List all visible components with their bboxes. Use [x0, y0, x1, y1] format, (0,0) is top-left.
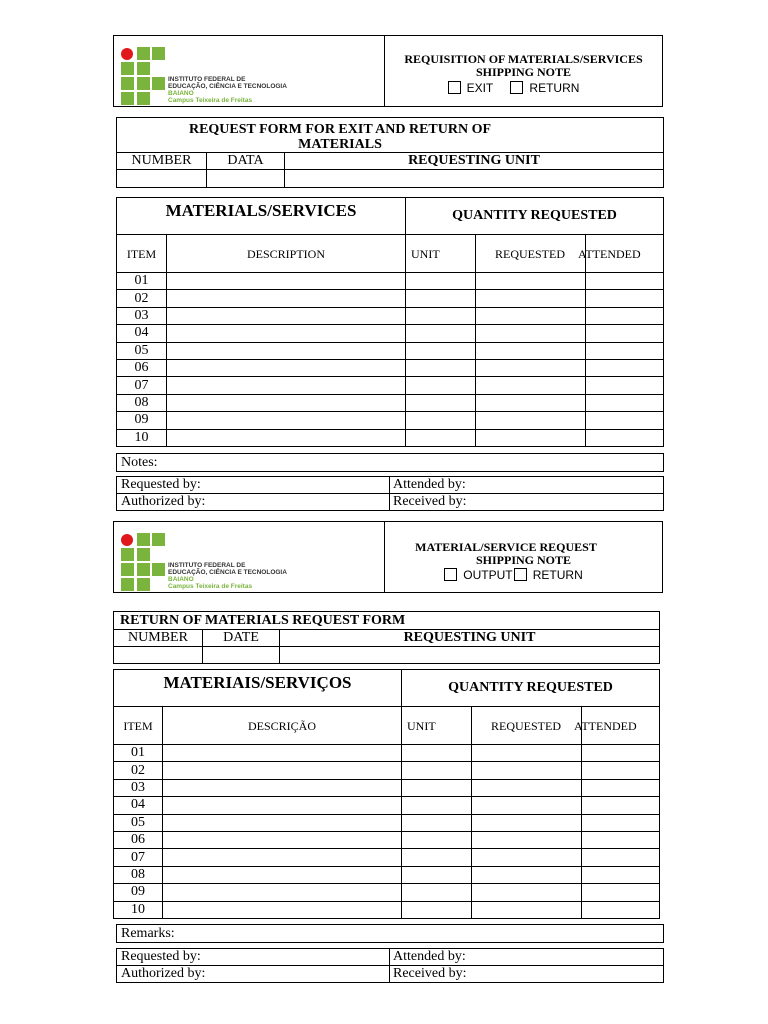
requested-qty-cell[interactable] — [472, 779, 582, 796]
requested-qty-cell[interactable] — [476, 273, 586, 290]
form1-requesting-unit-field[interactable] — [285, 170, 664, 188]
item-number-cell: 04 — [117, 325, 167, 342]
item-number-cell: 10 — [117, 429, 167, 446]
requested-qty-cell[interactable] — [476, 359, 586, 376]
table-row — [117, 359, 664, 376]
form2-signatures-table — [116, 948, 664, 983]
item-number-cell: 09 — [117, 412, 167, 429]
unit-cell[interactable] — [402, 884, 472, 901]
requested-qty-cell[interactable] — [476, 394, 586, 411]
form2-unit-header: UNIT — [402, 707, 472, 745]
unit-cell[interactable] — [406, 377, 476, 394]
form2-materials-table — [113, 669, 660, 919]
item-number-cell: 01 — [117, 273, 167, 290]
form1-attended-by[interactable]: Attended by: — [390, 477, 664, 494]
form1-notes-box[interactable] — [116, 453, 664, 472]
description-cell[interactable] — [167, 429, 406, 446]
institution-logo — [114, 522, 385, 592]
description-cell[interactable] — [163, 884, 402, 901]
form1-request-info-table — [116, 117, 664, 188]
attended-qty-cell[interactable] — [586, 273, 664, 290]
item-number-cell: 08 — [114, 866, 163, 883]
unit-cell[interactable] — [402, 814, 472, 831]
description-cell[interactable] — [163, 745, 402, 762]
form2-number-field[interactable] — [114, 647, 203, 664]
item-number-cell: 02 — [114, 762, 163, 779]
exit-checkbox-label: EXIT — [466, 81, 494, 95]
table-row — [114, 866, 660, 883]
form1-requested-by[interactable]: Requested by: — [117, 477, 390, 494]
logo-square — [137, 77, 150, 90]
attended-qty-cell[interactable] — [582, 762, 660, 779]
requested-qty-cell[interactable] — [472, 884, 582, 901]
table-row — [117, 412, 664, 429]
unit-cell[interactable] — [406, 342, 476, 359]
form1-authorized-by[interactable]: Authorized by: — [117, 494, 390, 511]
attended-qty-cell[interactable] — [586, 394, 664, 411]
form1-requesting-unit-header: REQUESTING UNIT — [285, 153, 664, 170]
description-cell[interactable] — [163, 831, 402, 848]
item-number-cell: 01 — [114, 745, 163, 762]
form1-materials-table — [116, 197, 664, 447]
item-number-cell: 06 — [114, 831, 163, 848]
unit-cell[interactable] — [406, 307, 476, 324]
item-number-cell: 05 — [114, 814, 163, 831]
form1-header-title-block — [385, 36, 662, 106]
return-checkbox-label: RETURN — [532, 568, 583, 582]
table-row — [114, 745, 660, 762]
form1-header-box — [113, 35, 663, 107]
logo-square — [137, 578, 150, 591]
output-checkbox[interactable] — [444, 568, 457, 581]
logo-square — [152, 77, 165, 90]
table-row — [117, 307, 664, 324]
form2-section-title: MATERIAIS/SERVIÇOS — [114, 670, 402, 707]
requested-qty-cell[interactable] — [476, 342, 586, 359]
form1-header-subtitle: SHIPPING NOTE — [475, 65, 571, 79]
attended-qty-cell[interactable] — [582, 866, 660, 883]
description-cell[interactable] — [163, 901, 402, 918]
logo-graphic — [118, 530, 380, 594]
description-cell[interactable] — [167, 325, 406, 342]
logo-text-line2: EDUCAÇÃO, CIÊNCIA E TECNOLOGIA — [168, 83, 287, 90]
table-row — [114, 831, 660, 848]
form1-attended-header: ATTENDED — [586, 235, 664, 273]
description-cell[interactable] — [167, 342, 406, 359]
logo-square — [137, 563, 150, 576]
item-number-cell: 06 — [117, 359, 167, 376]
logo-square — [121, 548, 134, 561]
form1-section-title: MATERIALS/SERVICES — [117, 198, 406, 235]
output-checkbox-label: OUTPUT — [463, 568, 513, 582]
table-row — [117, 377, 664, 394]
description-cell[interactable] — [163, 797, 402, 814]
logo-text-line2: EDUCAÇÃO, CIÊNCIA E TECNOLOGIA — [168, 569, 287, 576]
attended-qty-cell[interactable] — [586, 359, 664, 376]
form1-requested-header: REQUESTED — [476, 235, 586, 273]
requested-qty-cell[interactable] — [472, 814, 582, 831]
item-number-cell: 09 — [114, 884, 163, 901]
unit-cell[interactable] — [406, 359, 476, 376]
description-cell[interactable] — [163, 779, 402, 796]
form2-requested-by[interactable]: Requested by: — [117, 949, 390, 966]
unit-cell[interactable] — [402, 866, 472, 883]
attended-qty-cell[interactable] — [582, 814, 660, 831]
form1-item-rows — [117, 273, 664, 447]
description-cell[interactable] — [167, 307, 406, 324]
unit-cell[interactable] — [402, 745, 472, 762]
institution-logo — [114, 36, 385, 106]
table-row — [117, 342, 664, 359]
logo-square — [121, 578, 134, 591]
item-number-cell: 08 — [117, 394, 167, 411]
form2-item-rows — [114, 745, 660, 919]
description-cell[interactable] — [163, 762, 402, 779]
requested-qty-cell[interactable] — [476, 429, 586, 446]
description-cell[interactable] — [167, 377, 406, 394]
logo-text-line4: Campus Teixeira de Freitas — [168, 97, 253, 104]
description-cell[interactable] — [167, 394, 406, 411]
description-cell[interactable] — [167, 290, 406, 307]
requested-qty-cell[interactable] — [476, 412, 586, 429]
attended-qty-cell[interactable] — [582, 901, 660, 918]
logo-square — [137, 533, 150, 546]
unit-cell[interactable] — [406, 412, 476, 429]
logo-square — [137, 47, 150, 60]
attended-qty-cell[interactable] — [586, 307, 664, 324]
item-number-cell: 03 — [117, 307, 167, 324]
item-number-cell: 10 — [114, 901, 163, 918]
description-cell[interactable] — [167, 412, 406, 429]
unit-cell[interactable] — [402, 797, 472, 814]
requested-qty-cell[interactable] — [476, 377, 586, 394]
logo-square — [152, 533, 165, 546]
description-cell[interactable] — [163, 814, 402, 831]
form2-header-subtitle: SHIPPING NOTE — [475, 553, 571, 567]
form1-title-line1: REQUEST FORM FOR EXIT AND RETURN OF — [188, 121, 492, 137]
table-row — [114, 797, 660, 814]
attended-qty-cell[interactable] — [582, 849, 660, 866]
form2-requested-header: REQUESTED — [472, 707, 582, 745]
description-cell[interactable] — [167, 359, 406, 376]
form2-item-header: ITEM — [114, 707, 163, 745]
return-checkbox[interactable] — [510, 81, 523, 94]
description-cell[interactable] — [163, 849, 402, 866]
requested-qty-cell[interactable] — [476, 290, 586, 307]
unit-cell[interactable] — [406, 325, 476, 342]
form1-received-by[interactable]: Received by: — [390, 494, 664, 511]
requested-qty-cell[interactable] — [472, 797, 582, 814]
requested-qty-cell[interactable] — [472, 745, 582, 762]
logo-square — [137, 62, 150, 75]
exit-checkbox[interactable] — [448, 81, 461, 94]
form2-date-header: DATE — [203, 630, 280, 647]
logo-text-line3: BAIANO — [168, 90, 194, 97]
requested-qty-cell[interactable] — [476, 325, 586, 342]
description-cell[interactable] — [163, 866, 402, 883]
unit-cell[interactable] — [406, 290, 476, 307]
form2-remarks-label: Remarks: — [121, 926, 175, 941]
form2-number-header: NUMBER — [114, 630, 203, 647]
table-row — [117, 325, 664, 342]
requested-qty-cell[interactable] — [472, 866, 582, 883]
form1-header-title: REQUISITION OF MATERIALS/SERVICES — [404, 52, 643, 66]
form2-remarks-box[interactable] — [116, 924, 664, 943]
description-cell[interactable] — [167, 273, 406, 290]
form2-attended-by[interactable]: Attended by: — [390, 949, 664, 966]
item-number-cell: 03 — [114, 779, 163, 796]
logo-red-dot — [121, 534, 133, 546]
item-number-cell: 04 — [114, 797, 163, 814]
unit-cell[interactable] — [406, 429, 476, 446]
form2-requesting-unit-header: REQUESTING UNIT — [280, 630, 660, 647]
form2-quantity-title: QUANTITY REQUESTED — [402, 670, 660, 707]
unit-cell[interactable] — [402, 849, 472, 866]
attended-qty-cell[interactable] — [586, 342, 664, 359]
attended-qty-cell[interactable] — [582, 797, 660, 814]
form1-quantity-title: QUANTITY REQUESTED — [406, 198, 664, 235]
logo-text-line1: INSTITUTO FEDERAL DE — [168, 562, 246, 569]
table-row — [114, 814, 660, 831]
item-number-cell: 07 — [117, 377, 167, 394]
attended-qty-cell[interactable] — [586, 290, 664, 307]
form2-description-header: DESCRIÇÃO — [163, 707, 402, 745]
item-number-cell: 02 — [117, 290, 167, 307]
unit-cell[interactable] — [402, 779, 472, 796]
logo-text-line1: INSTITUTO FEDERAL DE — [168, 76, 246, 83]
table-row — [117, 273, 664, 290]
logo-square — [121, 563, 134, 576]
form1-number-field[interactable] — [117, 170, 207, 188]
form1-item-header: ITEM — [117, 235, 167, 273]
form2-received-by[interactable]: Received by: — [390, 966, 664, 983]
logo-graphic — [118, 44, 380, 108]
unit-cell[interactable] — [402, 762, 472, 779]
logo-square — [137, 92, 150, 105]
table-row — [114, 762, 660, 779]
form1-unit-header: UNIT — [406, 235, 476, 273]
return-checkbox-label: RETURN — [529, 81, 580, 95]
requested-qty-cell[interactable] — [472, 762, 582, 779]
table-row — [117, 429, 664, 446]
table-row — [114, 901, 660, 918]
logo-red-dot — [121, 48, 133, 60]
return-checkbox[interactable] — [514, 568, 527, 581]
table-row — [114, 849, 660, 866]
attended-qty-cell[interactable] — [586, 325, 664, 342]
form1-date-field[interactable] — [207, 170, 285, 188]
attended-qty-cell[interactable] — [582, 884, 660, 901]
form2-date-field[interactable] — [203, 647, 280, 664]
form2-header-box — [113, 521, 663, 593]
attended-qty-cell[interactable] — [586, 412, 664, 429]
unit-cell[interactable] — [406, 394, 476, 411]
attended-qty-cell[interactable] — [586, 377, 664, 394]
logo-square — [152, 47, 165, 60]
item-number-cell: 07 — [114, 849, 163, 866]
form1-notes-label: Notes: — [121, 455, 158, 470]
form1-signatures-table — [116, 476, 664, 511]
requested-qty-cell[interactable] — [472, 831, 582, 848]
unit-cell[interactable] — [402, 901, 472, 918]
logo-text-line3: BAIANO — [168, 576, 194, 583]
form1-description-header: DESCRIPTION — [167, 235, 406, 273]
requested-qty-cell[interactable] — [476, 307, 586, 324]
attended-qty-cell[interactable] — [586, 429, 664, 446]
form1-title-line2: MATERIALS — [298, 136, 382, 152]
form2-header-title: MATERIAL/SERVICE REQUEST — [415, 540, 597, 554]
form2-title: RETURN OF MATERIALS REQUEST FORM — [114, 612, 660, 630]
attended-qty-cell[interactable] — [582, 745, 660, 762]
table-row — [114, 884, 660, 901]
form1-date-header: DATA — [207, 153, 285, 170]
table-row — [117, 290, 664, 307]
logo-text-line4: Campus Teixeira de Freitas — [168, 583, 253, 590]
requested-qty-cell[interactable] — [472, 901, 582, 918]
logo-square — [152, 563, 165, 576]
unit-cell[interactable] — [406, 273, 476, 290]
attended-qty-cell[interactable] — [582, 779, 660, 796]
form2-header-title-block — [385, 522, 662, 592]
form2-requesting-unit-field[interactable] — [280, 647, 660, 664]
form2-attended-header: ATTENDED — [582, 707, 660, 745]
logo-square — [121, 62, 134, 75]
unit-cell[interactable] — [402, 831, 472, 848]
logo-square — [137, 548, 150, 561]
attended-qty-cell[interactable] — [582, 831, 660, 848]
requested-qty-cell[interactable] — [472, 849, 582, 866]
logo-square — [121, 92, 134, 105]
form2-authorized-by[interactable]: Authorized by: — [117, 966, 390, 983]
table-row — [117, 394, 664, 411]
item-number-cell: 05 — [117, 342, 167, 359]
form2-request-info-table — [113, 611, 660, 664]
form1-number-header: NUMBER — [117, 153, 207, 170]
logo-square — [121, 77, 134, 90]
table-row — [114, 779, 660, 796]
